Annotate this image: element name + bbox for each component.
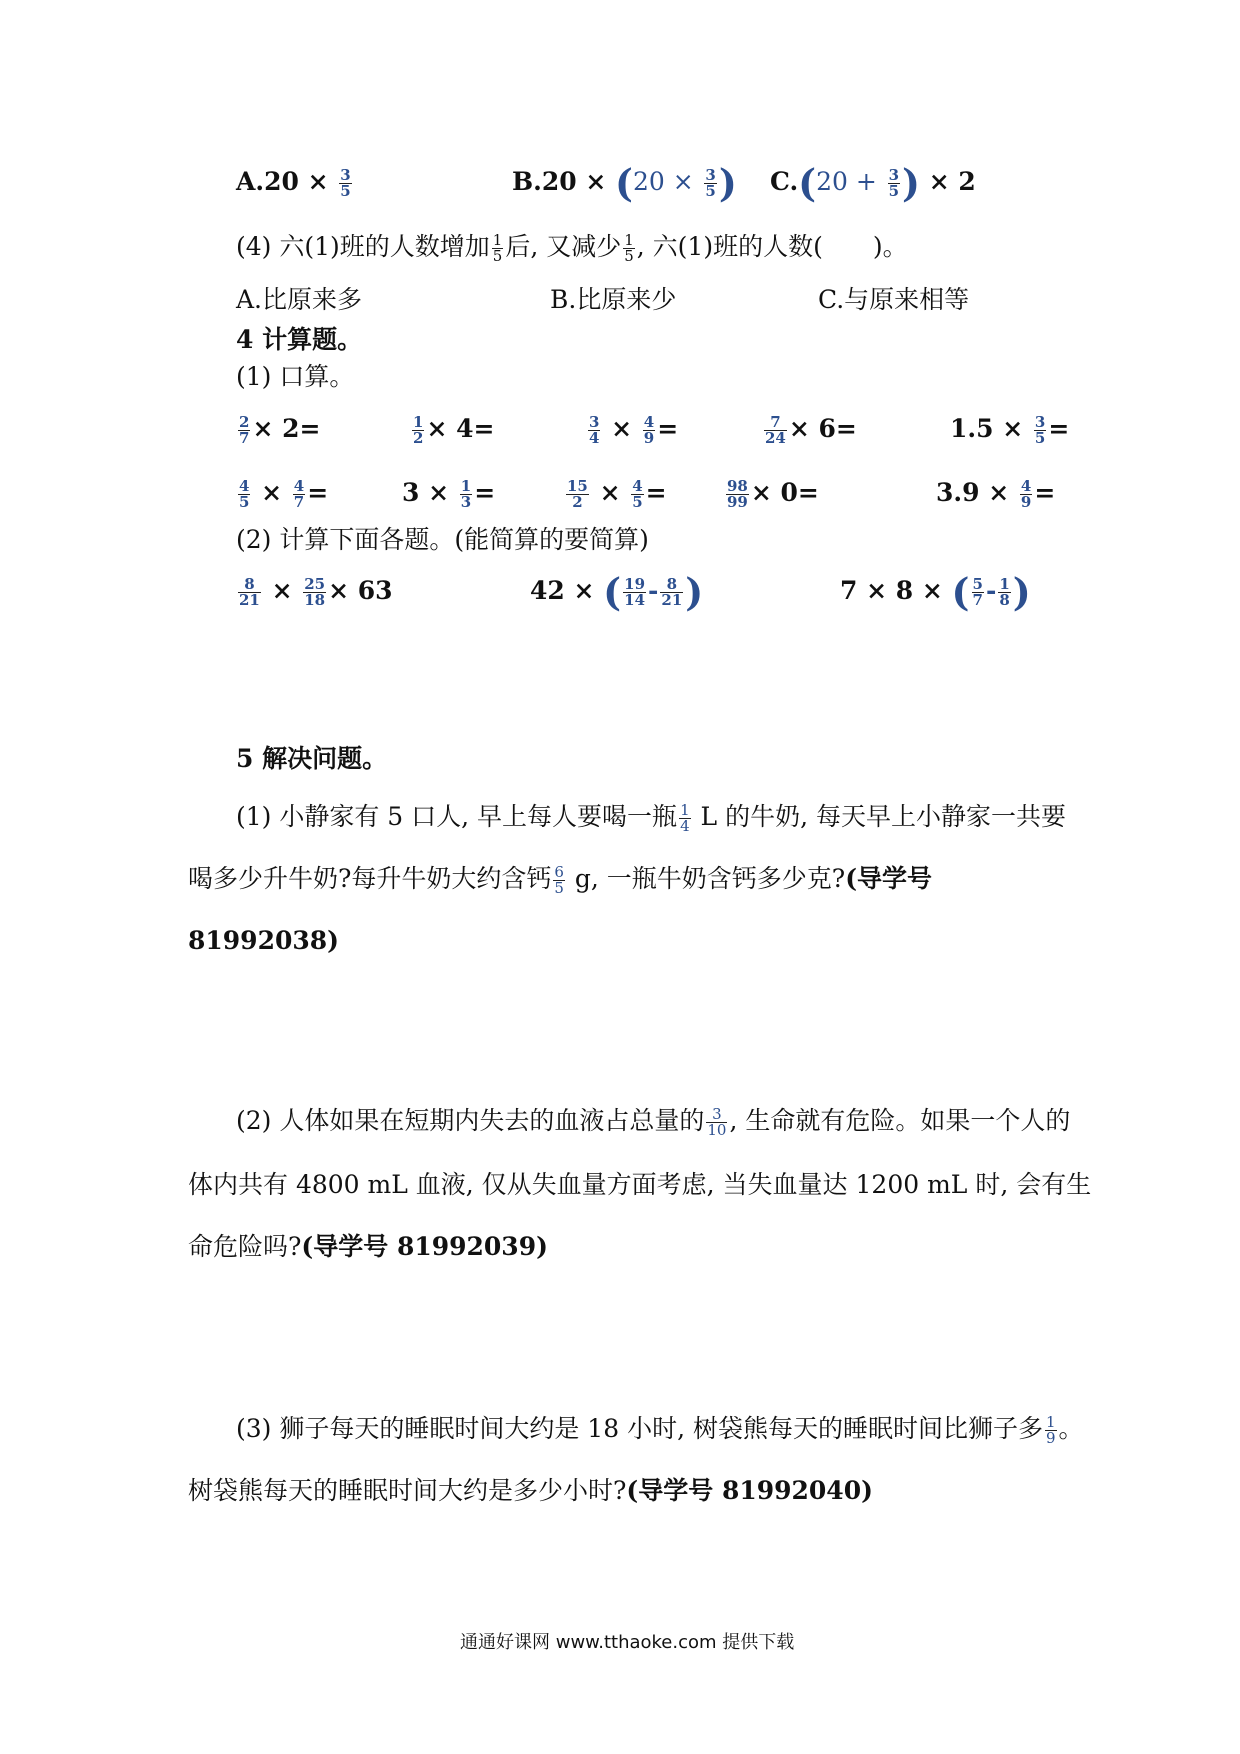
calc-expression-3: 7 × 8 × ( $\frac{5}{7}$ - $\frac{1}{8}$ ) xyxy=(840,569,1031,615)
q3-option-a: A.20 × $\frac{3}{5}$ xyxy=(236,166,351,200)
problem3-line2: 树袋熊每天的睡眠时间大约是多少小时?(导学号 81992040) xyxy=(188,1476,873,1505)
calc-item: 1.5 × $\frac{3}{5}$ = xyxy=(950,413,1070,447)
fraction: $\frac{2}{7}$ xyxy=(239,413,250,447)
fraction: $\frac{7}{24}$ xyxy=(765,413,786,447)
fraction: $\frac{1}{8}$ xyxy=(999,575,1010,609)
calc-item: $\frac{98}{99}$ × 0= xyxy=(727,477,819,511)
fraction: $\frac{3}{5}$ xyxy=(888,166,900,200)
fraction: $\frac{6}{5}$ xyxy=(554,863,564,897)
problem3-line1: (3) 狮子每天的睡眠时间大约是 18 小时, 树袋熊每天的睡眠时间比狮子多 $\frac{1}{9}$ 。 xyxy=(236,1413,1084,1447)
fraction: $\frac{1}{4}$ xyxy=(680,801,690,835)
problem1-line3: 81992038) xyxy=(188,926,339,955)
fraction: $\frac{3}{5}$ xyxy=(340,166,351,200)
fraction: $\frac{3}{10}$ xyxy=(707,1105,727,1139)
calc-item: $\frac{15}{2}$ × $\frac{4}{5}$ = xyxy=(567,477,667,511)
fraction: $\frac{4}{5}$ xyxy=(239,477,250,511)
q4-question: (4) 六(1)班的人数增加 $\frac{1}{5}$ 后, 又减少 $\frac{1}{5}$ , 六(1)班的人数( )。 xyxy=(236,231,908,265)
fraction: $\frac{3}{4}$ xyxy=(589,413,600,447)
fraction: $\frac{25}{18}$ xyxy=(304,575,326,609)
fraction: $\frac{1}{2}$ xyxy=(413,413,424,447)
fraction: $\frac{1}{5}$ xyxy=(624,231,634,265)
calc-item: $\frac{2}{7}$ × 2= xyxy=(239,413,321,447)
calc-item: $\frac{7}{24}$ × 6= xyxy=(765,413,857,447)
fraction: $\frac{15}{2}$ xyxy=(567,477,588,511)
q4-option-b: B.比原来少 xyxy=(550,285,677,314)
calc-expression-1: $\frac{8}{21}$ × $\frac{25}{18}$ × 63 xyxy=(239,575,393,609)
fraction: $\frac{3}{5}$ xyxy=(705,166,716,200)
fraction: $\frac{3}{5}$ xyxy=(1034,413,1046,447)
calc-item: $\frac{4}{5}$ × $\frac{4}{7}$ = xyxy=(239,477,329,511)
section4-heading: 4 计算题。 xyxy=(236,325,363,354)
calc-item: 3 × $\frac{1}{3}$ = xyxy=(402,477,496,511)
fraction: $\frac{4}{9}$ xyxy=(1020,477,1032,511)
problem2-line2: 体内共有 4800 mL 血液, 仅从失血量方面考虑, 当失血量达 1200 mL 时, 会有生 xyxy=(188,1170,1092,1199)
section5-heading: 5 解决问题。 xyxy=(236,744,388,773)
q3-option-c: C.(20 + $\frac{3}{5}$ ) × 2 xyxy=(770,160,976,206)
fraction: $\frac{98}{99}$ xyxy=(727,477,748,511)
footer-text: 通通好课网 www.tthaoke.com 提供下载 xyxy=(460,1632,795,1653)
q3-option-b: B.20 × (20 × $\frac{3}{5}$ ) xyxy=(512,160,737,206)
fraction: $\frac{1}{9}$ xyxy=(1045,1413,1056,1447)
fraction: $\frac{4}{7}$ xyxy=(293,477,305,511)
fraction: $\frac{4}{9}$ xyxy=(643,413,655,447)
problem1-line1: (1) 小静家有 5 口人, 早上每人要喝一瓶 $\frac{1}{4}$ L 的牛奶, 每天早上小静家一共要 xyxy=(236,801,1066,835)
fraction: $\frac{1}{5}$ xyxy=(492,231,503,265)
calc-item: $\frac{1}{2}$ × 4= xyxy=(413,413,495,447)
q4-option-a: A.比原来多 xyxy=(236,285,363,314)
fraction: $\frac{19}{14}$ xyxy=(624,575,646,609)
fraction: $\frac{4}{5}$ xyxy=(632,477,643,511)
fraction: $\frac{8}{21}$ xyxy=(661,575,683,609)
problem2-line1: (2) 人体如果在短期内失去的血液占总量的 $\frac{3}{10}$ , 生命就有危险。如果一个人的 xyxy=(236,1105,1071,1139)
calc-item: $\frac{3}{4}$ × $\frac{4}{9}$ = xyxy=(589,413,679,447)
fraction: $\frac{1}{3}$ xyxy=(460,477,472,511)
calc-expression-2: 42 × ( $\frac{19}{14}$ - $\frac{8}{21}$ ) xyxy=(530,569,704,615)
problem1-line2: 喝多少升牛奶?每升牛奶大约含钙 $\frac{6}{5}$ g, 一瓶牛奶含钙多少克?(导学号 xyxy=(188,863,933,897)
q4-option-c: C.与原来相等 xyxy=(818,285,970,314)
fraction: $\frac{8}{21}$ xyxy=(239,575,260,609)
section4-sub1: (1) 口算。 xyxy=(236,362,355,391)
problem2-line3: 命危险吗?(导学号 81992039) xyxy=(188,1232,548,1261)
section4-sub2: (2) 计算下面各题。(能简算的要简算) xyxy=(236,525,649,554)
calc-item: 3.9 × $\frac{4}{9}$ = xyxy=(936,477,1056,511)
fraction: $\frac{5}{7}$ xyxy=(972,575,983,609)
